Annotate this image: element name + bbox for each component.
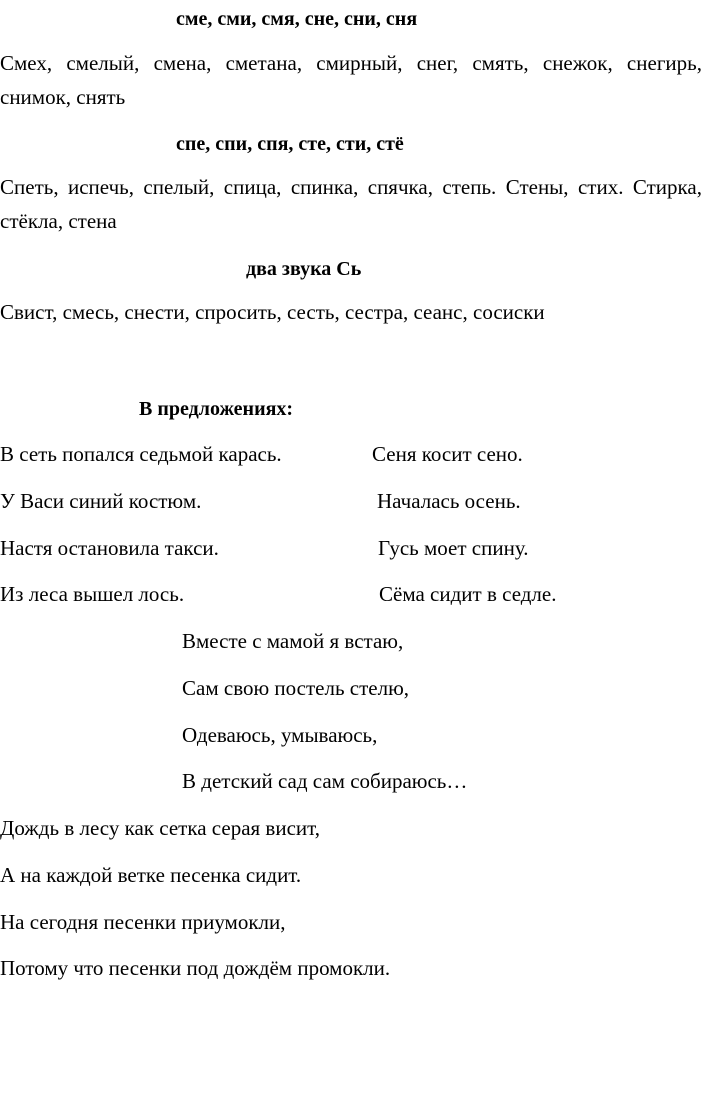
poem-line: А на каждой ветке песенка сидит. <box>0 863 302 887</box>
heading-syllables-sme: сме, сми, смя, сне, сни, сня <box>176 8 418 30</box>
poem-line: Потому что песенки под дождём промокли. <box>0 956 391 980</box>
paragraph-words-sp-st: Спеть, испечь, спелый, спица, спинка, спячка, степь. Стены, стих. Стирка, стёкла, стена <box>0 175 702 233</box>
poem-line: Одеваюсь, умываюсь, <box>182 723 378 747</box>
sentence-right: Началась осень. <box>377 489 521 513</box>
sentence-left: У Васи синий костюм. <box>0 489 202 513</box>
heading-in-sentences: В предложениях: <box>139 398 294 420</box>
sentence-right: Гусь моет спину. <box>378 536 529 560</box>
heading-two-sounds: два звука Сь <box>246 258 362 280</box>
paragraph-words-two-sounds: Свист, смесь, снести, спросить, сесть, сестра, сеанс, сосиски <box>0 300 545 324</box>
sentence-left: Настя остановила такси. <box>0 536 219 560</box>
paragraph-words-sm-sn: Смех, смелый, смена, сметана, смирный, снег, смять, снежок, снегирь, снимок, снять <box>0 51 702 109</box>
heading-syllables-spe: спе, спи, спя, сте, сти, стё <box>176 133 404 155</box>
poem-line: Вместе с мамой я встаю, <box>182 629 404 653</box>
poem-line: В детский сад сам собираюсь… <box>182 769 468 793</box>
sentence-left: Из леса вышел лось. <box>0 582 185 606</box>
sentence-right: Сеня косит сено. <box>372 442 523 466</box>
poem-line: Сам свою постель стелю, <box>182 676 410 700</box>
poem-line: Дождь в лесу как сетка серая висит, <box>0 816 320 840</box>
poem-line: На сегодня песенки приумокли, <box>0 910 286 934</box>
sentence-left: В сеть попался седьмой карась. <box>0 442 282 466</box>
sentence-right: Сёма сидит в седле. <box>379 582 557 606</box>
